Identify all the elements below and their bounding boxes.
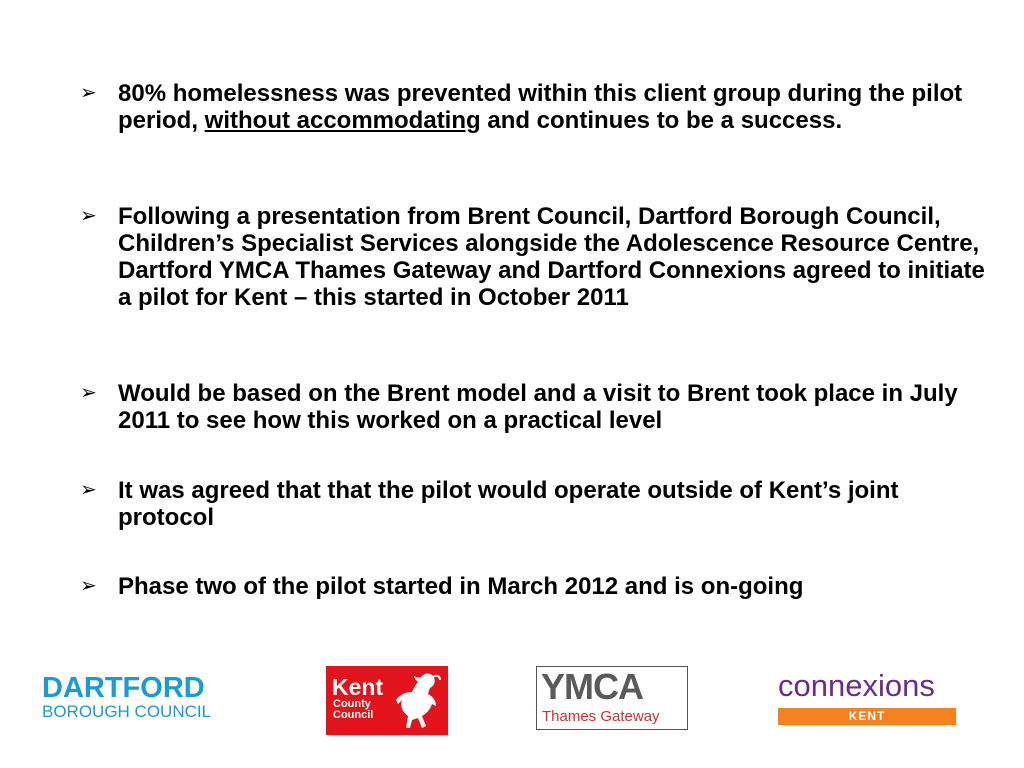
bullet-text: It was agreed that that the pilot would operate outside of Kent’s joint protocol xyxy=(118,477,899,531)
bullet-underlined-text: without accommodating xyxy=(204,107,481,134)
arrow-bullet-icon: ➢ xyxy=(80,382,97,404)
ymca-thames-gateway-logo xyxy=(536,666,688,730)
bullet-text: Following a presentation from Brent Council, Dartford Borough Council, Children’s Specialist Services alongside the Adolescence Resource Centre, Dartford YMCA Thames Gateway and Dartford Connexions agreed to initiate a pilot for Kent – this started in October 2011 xyxy=(118,203,985,311)
kent-logo-line2: Council xyxy=(333,709,374,721)
kent-county-council-logo xyxy=(326,666,448,735)
connexions-logo-kent: KENT xyxy=(848,709,886,723)
dartford-logo-title: DARTFORD xyxy=(42,672,205,704)
arrow-bullet-icon: ➢ xyxy=(80,205,97,227)
dartford-borough-council-logo xyxy=(42,673,232,721)
white-horse-icon xyxy=(392,670,444,732)
ymca-logo-title: YMCA xyxy=(541,666,643,707)
bullet-text: Phase two of the pilot started in March 2012 and is on-going xyxy=(118,573,804,600)
bullet-item-5 xyxy=(80,573,803,600)
kent-logo-subtitle xyxy=(333,699,393,721)
kent-logo-line1: County xyxy=(333,698,371,710)
ymca-logo-subtitle: Thames Gateway xyxy=(542,708,660,725)
arrow-bullet-icon: ➢ xyxy=(80,82,97,104)
connexions-kent-logo xyxy=(778,668,958,726)
bullet-item-3 xyxy=(80,380,990,434)
arrow-bullet-icon: ➢ xyxy=(80,575,97,597)
dartford-logo-subtitle: BOROUGH COUNCIL xyxy=(42,702,212,721)
bullet-text: Would be based on the Brent model and a visit to Brent took place in July 2011 to see how this worked on a practical level xyxy=(118,380,958,434)
bullet-item-2 xyxy=(80,203,990,311)
connexions-logo-title: connexions xyxy=(778,668,935,703)
bullet-item-1 xyxy=(80,80,990,134)
kent-logo-title: Kent xyxy=(332,674,384,700)
bullet-item-4 xyxy=(80,477,990,531)
bullet-text: 80% homelessness was prevented within this client group during the pilot period, xyxy=(118,80,963,134)
bullet-text: and continues to be a success. xyxy=(480,107,843,134)
arrow-bullet-icon: ➢ xyxy=(80,479,97,501)
